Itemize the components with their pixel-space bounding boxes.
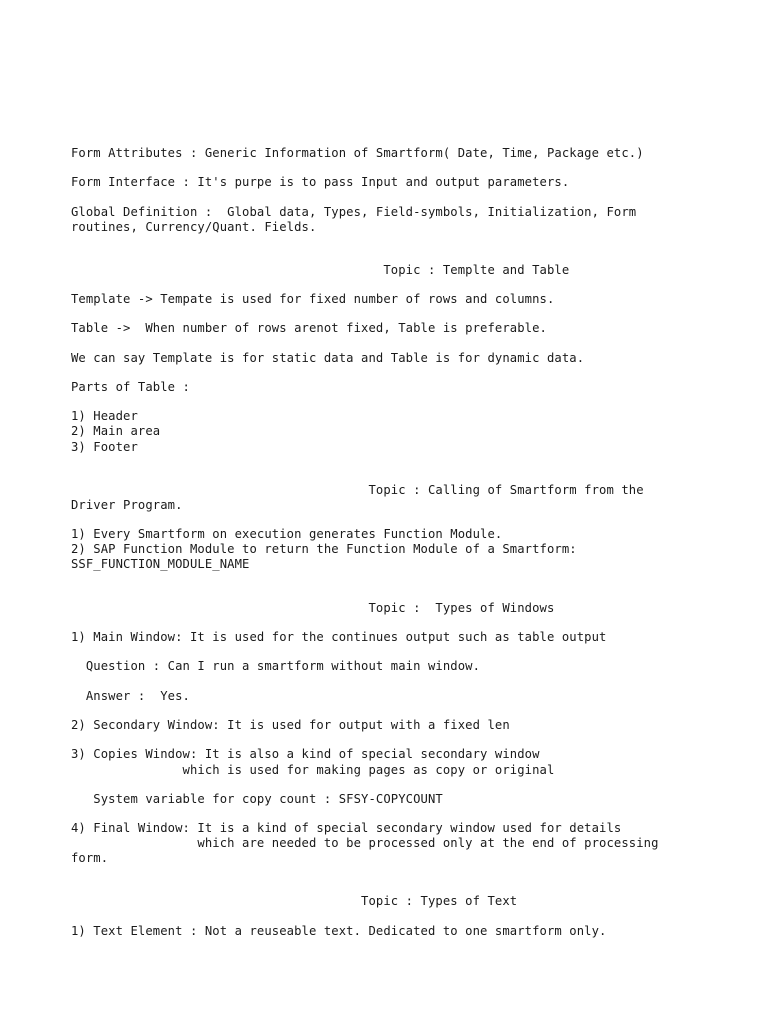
list-item: 1) Every Smartform on execution generates Function Module. bbox=[71, 527, 503, 541]
list-item: 3) Footer bbox=[71, 440, 138, 454]
list-item: 2) SAP Function Module to return the Function Module of a Smartform: bbox=[71, 542, 577, 556]
text-line: form. bbox=[71, 851, 109, 865]
topic-heading: Topic : Templte and Table bbox=[71, 263, 570, 277]
topic-heading: Topic : Calling of Smartform from the bbox=[71, 483, 644, 497]
text-line: Parts of Table : bbox=[71, 380, 190, 394]
text-line: SSF_FUNCTION_MODULE_NAME bbox=[71, 557, 250, 571]
list-item: 2) Secondary Window: It is used for output with a fixed len bbox=[71, 718, 510, 732]
list-item: 1) Header bbox=[71, 409, 138, 423]
topic-heading: Topic : Types of Windows bbox=[71, 601, 555, 615]
text-line: which is used for making pages as copy or original bbox=[71, 763, 555, 777]
topic-heading: Topic : Types of Text bbox=[71, 894, 518, 908]
list-item: 3) Copies Window: It is also a kind of special secondary window bbox=[71, 747, 540, 761]
list-item: 1) Main Window: It is used for the continues output such as table output bbox=[71, 630, 607, 644]
list-item: 4) Final Window: It is a kind of special secondary window used for details bbox=[71, 821, 622, 835]
text-line: We can say Template is for static data and Table is for dynamic data. bbox=[71, 351, 585, 365]
text-line: Answer : Yes. bbox=[71, 689, 190, 703]
text-line: System variable for copy count : SFSY-COPYCOUNT bbox=[71, 792, 443, 806]
text-line: Table -> When number of rows arenot fixed, Table is preferable. bbox=[71, 321, 547, 335]
text-line: Question : Can I run a smartform without main window. bbox=[71, 659, 481, 673]
text-line: Global Definition : Global data, Types, Field-symbols, Initialization, Form bbox=[71, 205, 637, 219]
text-line: routines, Currency/Quant. Fields. bbox=[71, 220, 317, 234]
text-line: Template -> Tempate is used for fixed number of rows and columns. bbox=[71, 292, 555, 306]
text-line: Form Interface : It's purpe is to pass Input and output parameters. bbox=[71, 175, 570, 189]
text-line: Driver Program. bbox=[71, 498, 183, 512]
text-line: Form Attributes : Generic Information of Smartform( Date, Time, Package etc.) bbox=[71, 146, 644, 160]
list-item: 1) Text Element : Not a reuseable text. Dedicated to one smartform only. bbox=[71, 924, 607, 938]
text-line: which are needed to be processed only at the end of processing bbox=[71, 836, 659, 850]
list-item: 2) Main area bbox=[71, 424, 161, 438]
